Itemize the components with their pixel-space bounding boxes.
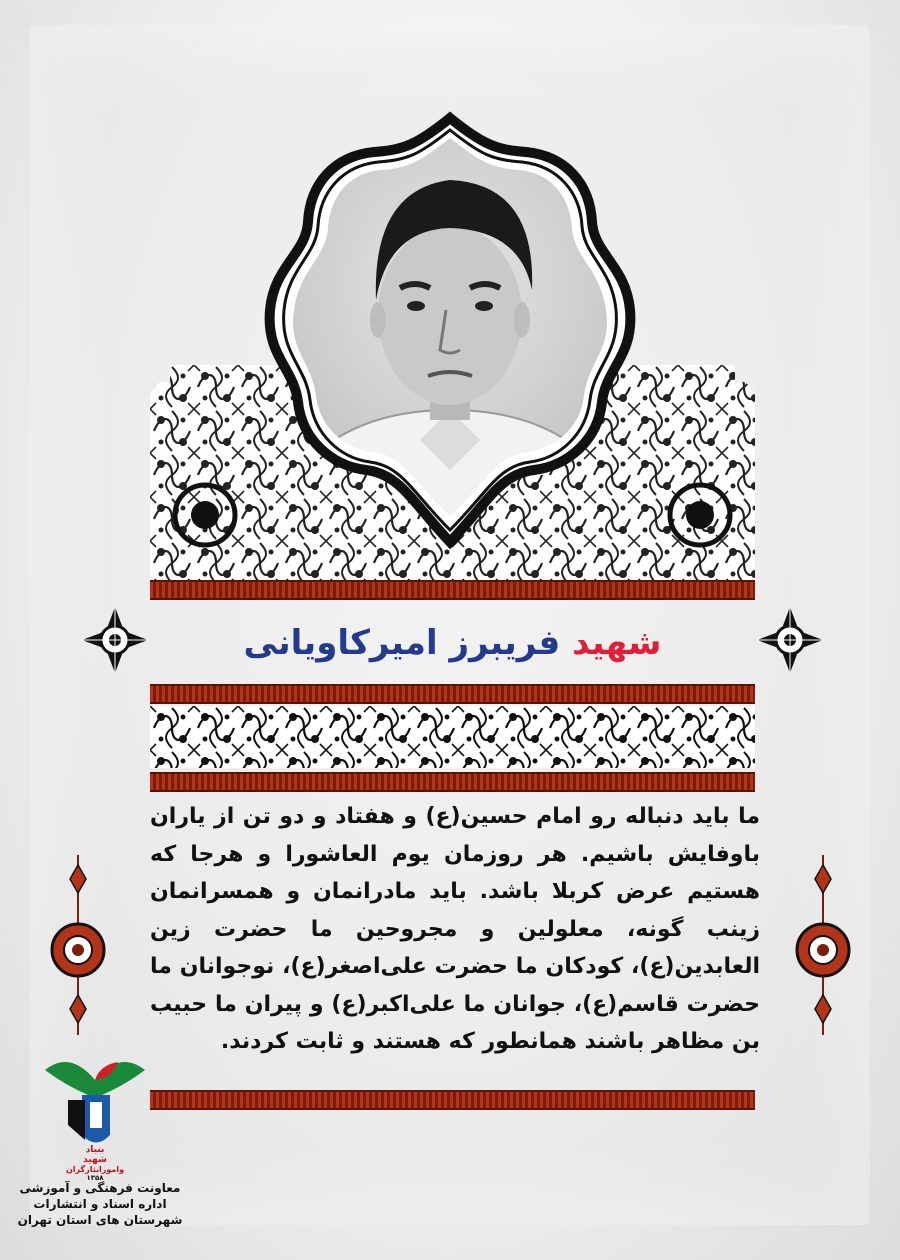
martyr-quote: ما باید دنباله رو امام حسین(ع) و هفتاد و دو تن از یاران باوفایش باشیم. هر روزمان یوم العاشورا و هرجا که هستیم عرض کربلا باشد. باید مادرانمان و همسرانمان زینب گونه، معلولین و مجروحین ما حضرت زین العابدین(ع)، کودکان ما حضرت علی‌اصغر(ع)، نوجوانان ما حضرت قاسم(ع)، جوانان ما علی‌اکبر(ع) و پیران ما حبیب بن مظاهر باشند همانطور که هستند و ثابت کردند. — [150, 804, 760, 1054]
logo-line-3: وامورایثارگران — [65, 1165, 125, 1174]
portrait-frame — [250, 110, 650, 550]
martyr-portrait-icon — [250, 110, 650, 550]
footer-line-1: معاونت فرهنگی و آموزشی — [19, 1181, 181, 1195]
martyr-foundation-logo-icon — [40, 1040, 150, 1180]
logo-year: ۱۳۵۸ — [86, 1174, 104, 1180]
logo-line-1: بنیاد — [85, 1145, 105, 1155]
rosette-right-icon — [755, 605, 825, 675]
hanging-ornament-left-icon — [48, 855, 108, 1035]
floral-pattern-strip — [150, 706, 755, 768]
organization-footer — [10, 1180, 190, 1228]
martyr-name: فریبرز امیرکاویانی — [243, 623, 561, 663]
decorative-band-middle — [150, 684, 755, 704]
logo-line-2: شهید — [83, 1155, 107, 1165]
footer-line-2: اداره اسناد و انتشارات — [33, 1197, 167, 1211]
footer-line-3: شهرستان های استان تهران — [17, 1213, 183, 1227]
martyr-title — [150, 618, 755, 668]
decorative-band-top — [150, 580, 755, 600]
rosette-left-icon — [80, 605, 150, 675]
hanging-ornament-right-icon — [793, 855, 853, 1035]
decorative-band-bottom — [150, 1090, 755, 1110]
title-prefix: شهید — [572, 623, 662, 663]
decorative-band-lower — [150, 772, 755, 792]
